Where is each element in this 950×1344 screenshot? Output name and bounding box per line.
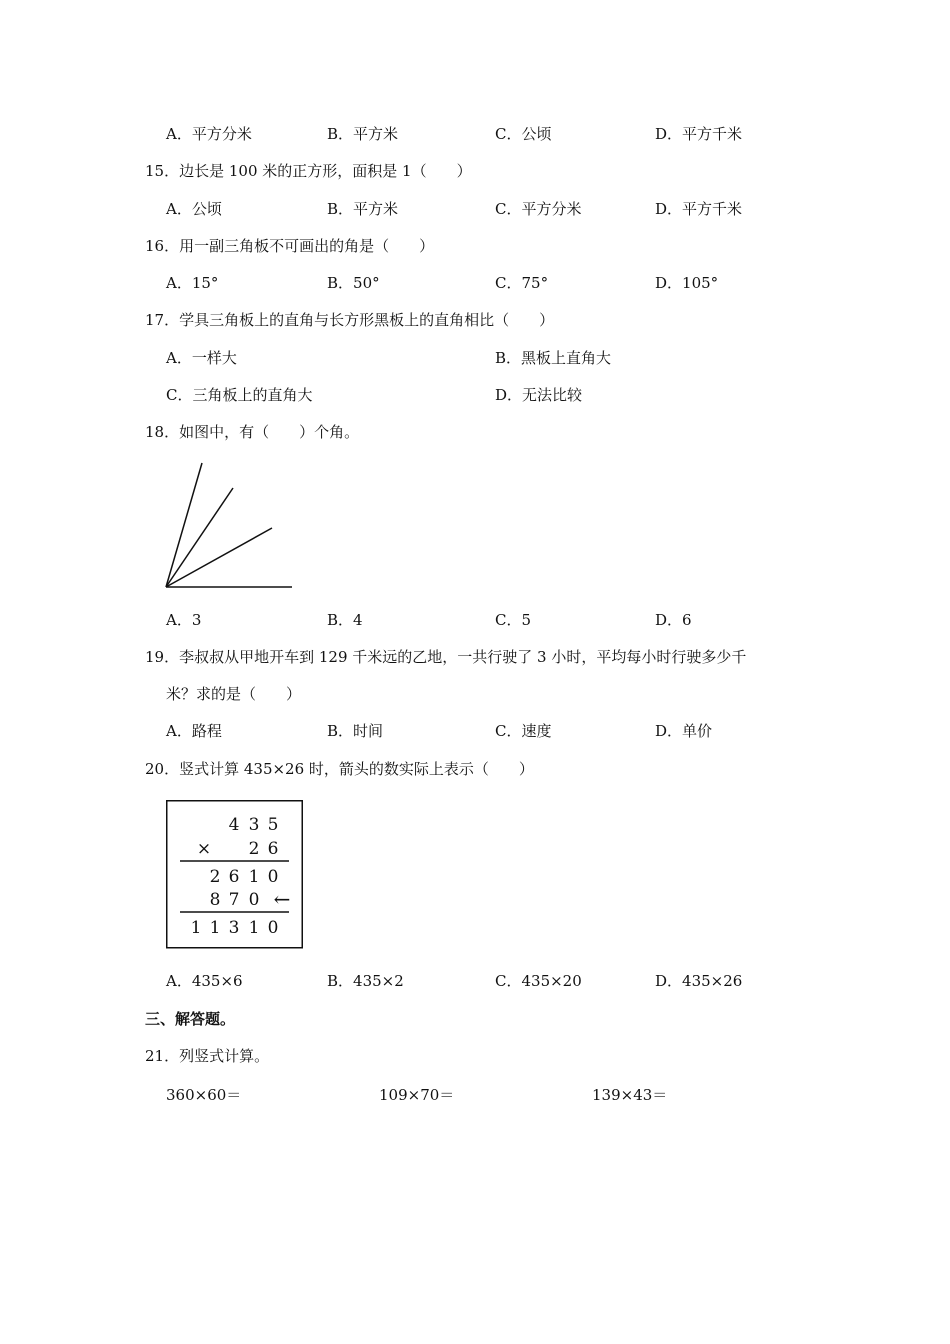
ray-3 xyxy=(166,528,272,587)
option-d: D．435×26 xyxy=(655,972,743,990)
option-c: C．公顷 xyxy=(495,125,552,143)
calc-item: 360×60＝ xyxy=(166,1086,242,1104)
angle-figure xyxy=(160,455,300,595)
digit: 8 xyxy=(209,890,221,910)
question-21-text: 21．列竖式计算。 xyxy=(145,1047,270,1065)
option-d: D．无法比较 xyxy=(495,386,583,404)
section-heading: 三、解答题。 xyxy=(145,1010,236,1028)
digit: 0 xyxy=(248,890,260,910)
option-c: C．平方分米 xyxy=(495,200,582,218)
question-17-text: 17．学具三角板上的直角与长方形黑板上的直角相比（ ） xyxy=(145,311,555,329)
digit: 2 xyxy=(209,867,221,887)
option-b: B．435×2 xyxy=(327,972,404,990)
times-sign: × xyxy=(196,839,212,859)
digit: 6 xyxy=(228,867,240,887)
option-b: B．平方米 xyxy=(327,125,399,143)
digit: 0 xyxy=(267,918,279,938)
option-c: C．速度 xyxy=(495,722,552,740)
question-16-text: 16．用一副三角板不可画出的角是（ ） xyxy=(145,237,435,255)
digit: 1 xyxy=(209,918,221,938)
ray-2 xyxy=(166,488,233,587)
digit: 4 xyxy=(228,815,240,835)
digit: 0 xyxy=(267,867,279,887)
option-d: D．6 xyxy=(655,611,692,629)
option-a: A．路程 xyxy=(166,722,222,740)
question-18-text: 18．如图中，有（ ）个角。 xyxy=(145,423,360,441)
digit: 1 xyxy=(190,918,202,938)
option-b: B．黑板上直角大 xyxy=(495,349,612,367)
option-d: D．平方千米 xyxy=(655,200,743,218)
question-19-text-line2: 米？求的是（ ） xyxy=(166,685,302,703)
option-d: D．105° xyxy=(655,274,719,292)
digit: 2 xyxy=(248,839,260,859)
calc-item: 139×43＝ xyxy=(592,1086,668,1104)
digit: 1 xyxy=(248,918,260,938)
option-d: D．平方千米 xyxy=(655,125,743,143)
option-a: A．平方分米 xyxy=(166,125,252,143)
option-b: B．4 xyxy=(327,611,363,629)
option-b: B．50° xyxy=(327,274,380,292)
calc-item: 109×70＝ xyxy=(379,1086,455,1104)
option-c: C．5 xyxy=(495,611,532,629)
option-a: A．公顷 xyxy=(166,200,222,218)
option-c: C．75° xyxy=(495,274,549,292)
option-a: A．一样大 xyxy=(166,349,237,367)
vertical-multiplication-figure xyxy=(166,800,304,950)
ray-1 xyxy=(166,463,202,587)
option-a: A．15° xyxy=(166,274,219,292)
digit: 3 xyxy=(228,918,240,938)
option-b: B．时间 xyxy=(327,722,384,740)
option-d: D．单价 xyxy=(655,722,713,740)
digit: 1 xyxy=(248,867,260,887)
option-c: C．三角板上的直角大 xyxy=(166,386,313,404)
arrow-left-icon: ← xyxy=(273,887,291,911)
question-15-text: 15．边长是 100 米的正方形，面积是 1（ ） xyxy=(145,162,472,180)
option-a: A．3 xyxy=(166,611,202,629)
digit: 7 xyxy=(228,890,240,910)
option-a: A．435×6 xyxy=(166,972,243,990)
option-c: C．435×20 xyxy=(495,972,582,990)
question-20-text: 20．竖式计算 435×26 时，箭头的数实际上表示（ ） xyxy=(145,760,534,778)
digit: 5 xyxy=(267,815,279,835)
digit: 3 xyxy=(248,815,260,835)
digit: 6 xyxy=(267,839,279,859)
option-b: B．平方米 xyxy=(327,200,399,218)
question-19-text-line1: 19．李叔叔从甲地开车到 129 千米远的乙地，一共行驶了 3 小时，平均每小时行驶多少千 xyxy=(145,648,747,666)
